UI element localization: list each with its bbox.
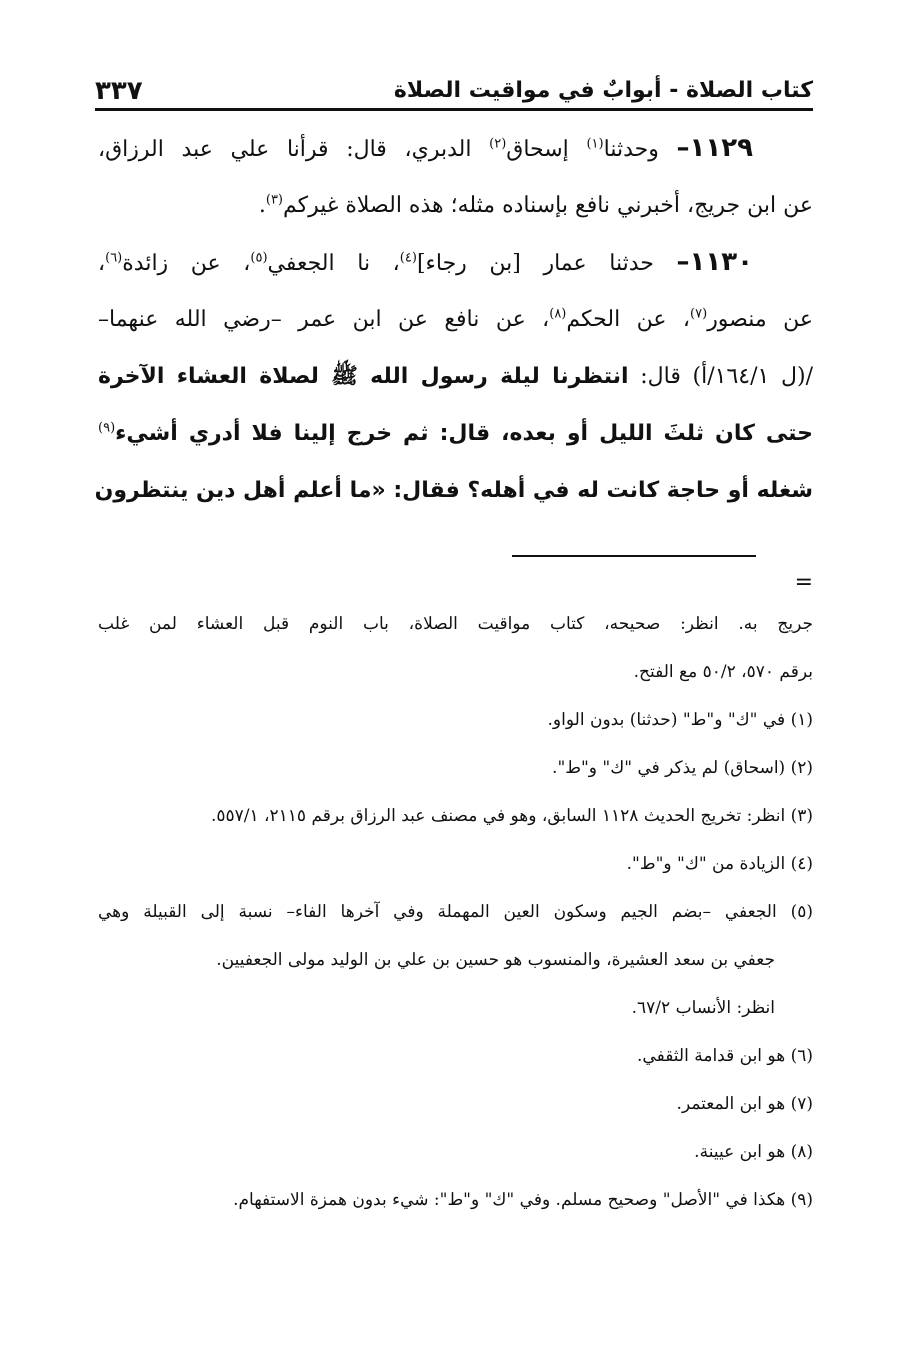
hadith-text: شغله أو حاجة كانت له في أهله؟ فقال: «ما أعلم أهل دين ينتظرون <box>94 478 813 503</box>
hadith-text: حتى كان ثلثَ الليل أو بعده، قال: ثم خرج إلينا فلا أدري أشيء <box>115 421 813 446</box>
text-segment: /(ل ١٦٤/١/أ) قال: <box>628 364 813 389</box>
footnote-line: انظر: الأنساب ٦٧/٢. <box>631 998 775 1018</box>
footnote-ref: (١) <box>586 136 604 152</box>
text-line <box>98 234 813 291</box>
text-segment: ، عن زائدة <box>122 251 251 276</box>
footnote-line: (٣) انظر: تخريج الحديث ١١٢٨ السابق، وهو في مصنف عبد الرزاق برقم ٢١١٥، ٥٥٧/١. <box>210 806 813 826</box>
text-segment: ، نا الجعفي <box>267 251 400 276</box>
footnote-ref: (٢) <box>489 136 507 152</box>
page-number: ٣٣٧ <box>95 76 143 106</box>
footnote-line: (٤) الزيادة من "ك" و"ط". <box>626 854 813 874</box>
text-segment: ، <box>98 251 106 276</box>
text-line <box>98 291 813 348</box>
footnote-ref: (٤) <box>399 250 417 266</box>
footnote-ref: (٨) <box>549 306 567 322</box>
text-line <box>98 177 813 234</box>
text-line <box>98 120 813 177</box>
text-segment: وحدثنا <box>603 137 677 162</box>
main-text <box>94 120 813 519</box>
text-line <box>98 405 813 462</box>
text-segment: عن منصور <box>707 307 813 332</box>
footnote-line: (٥) الجعفي –بضم الجيم وسكون العين المهملة وفي آخرها الفاء– نسبة إلى القبيلة وهي <box>98 902 813 922</box>
text-segment: إسحاق <box>506 137 587 162</box>
hadith-number: ١١٣٠– <box>676 247 753 277</box>
footnote-line: جعفي بن سعد العشيرة، والمنسوب هو حسين بن علي بن الوليد مولى الجعفيين. <box>216 950 775 970</box>
running-header <box>95 68 813 106</box>
footnote-ref: (٦) <box>105 250 123 266</box>
footnote-continuation-mark: = <box>794 570 813 595</box>
text-line <box>94 462 813 519</box>
footnote-line: برقم ٥٧٠، ٥٠/٢ مع الفتح. <box>633 662 813 682</box>
text-segment: ، عن نافع عن ابن عمر –رضي الله عنهما– <box>98 307 550 332</box>
text-segment: ، عن الحكم <box>566 307 691 332</box>
footnote-line: (٧) هو ابن المعتمر. <box>676 1094 813 1114</box>
footnotes <box>98 600 813 1224</box>
text-segment: الدبري، قال: قرأنا علي عبد الرزاق، <box>98 137 490 162</box>
footnote-line: (٨) هو ابن عيينة. <box>694 1142 813 1162</box>
footnote-ref: (٣) <box>265 192 283 208</box>
text-segment: عن ابن جريج، أخبرني نافع بإسناده مثله؛ هذه الصلاة غيركم <box>283 193 813 218</box>
footnote-ref: (٥) <box>250 250 268 266</box>
footnote-line: جريج به. انظر: صحيحه، كتاب مواقيت الصلاة، باب النوم قبل العشاء لمن غلب <box>98 614 813 634</box>
footnote-line: (٢) (اسحاق) لم يذكر في "ك" و"ط". <box>552 758 813 778</box>
header-rule <box>95 108 813 111</box>
chapter-title: كتاب الصلاة - أبوابٌ في مواقيت الصلاة <box>393 78 813 103</box>
text-segment: . <box>258 193 266 218</box>
footnote-line: (٩) هكذا في "الأصل" وصحيح مسلم. وفي "ك" و"ط": شيء بدون همزة الاستفهام. <box>233 1190 813 1210</box>
footnote-line: (١) في "ك" و"ط" (حدثنا) بدون الواو. <box>547 710 813 730</box>
footnote-separator <box>512 555 756 557</box>
footnote-ref: (٧) <box>690 306 708 322</box>
footnote-line: (٦) هو ابن قدامة الثقفي. <box>637 1046 813 1066</box>
hadith-text: انتظرنا ليلة رسول الله ﷺ لصلاة العشاء الآخرة <box>98 364 629 389</box>
text-line <box>98 348 813 405</box>
text-segment: حدثنا عمار [بن رجاء] <box>416 251 677 276</box>
hadith-number: ١١٢٩– <box>676 133 754 163</box>
footnote-ref: (٩) <box>98 420 116 436</box>
